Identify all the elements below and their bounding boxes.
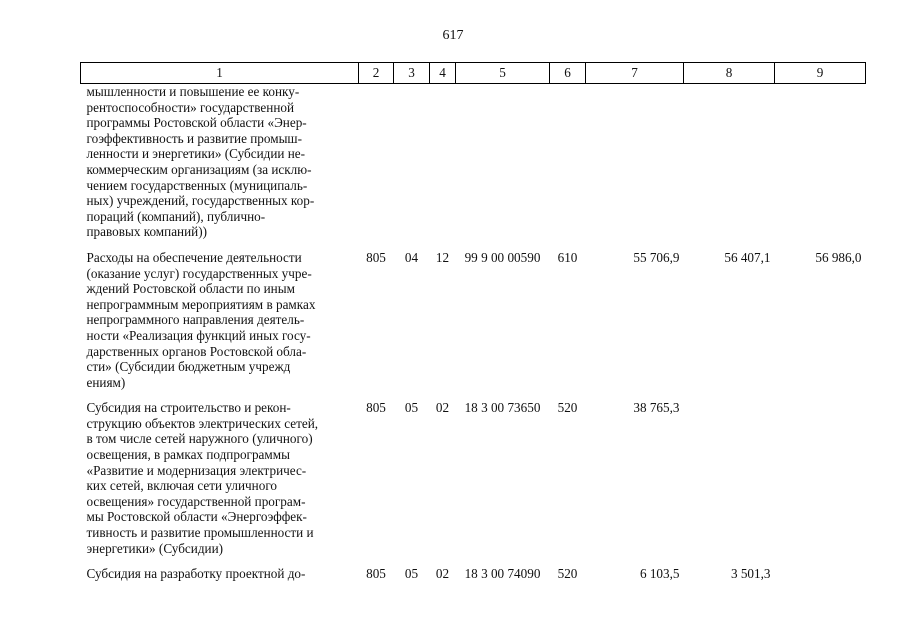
row-description [81,250,359,400]
column-header-7: 7 [586,63,684,84]
description-line: программы Ростовской области «Энер- [86,115,307,131]
description-line: непрограммным мероприятиям в рамках [86,296,316,312]
description-line: Субсидия на строительство и рекон- [86,400,291,416]
expense-type-code: 520 [557,400,578,416]
target-article-code: 99 9 00 00590 [464,249,541,265]
target-article-code: 18 3 00 73650 [464,400,541,416]
ministry-code: 805 [366,566,386,582]
subsection-code: 02 [435,566,450,582]
column-header-2: 2 [359,63,394,84]
target-article-code: 18 3 00 74090 [464,566,541,582]
ministry-code: 805 [366,249,386,265]
page-number: 617 [442,28,464,43]
amount-col7: 6 103,5 [639,566,680,582]
description-line: мы Ростовской области «Энергоэффек- [86,509,307,525]
description-line: Субсидия на разработку проектной до- [86,566,306,582]
table-row [81,566,866,592]
column-header-5: 5 [456,63,550,84]
column-header-4: 4 [430,63,456,84]
amount-col9 [775,400,866,566]
description-line: Расходы на обеспечение деятельности [86,249,302,265]
description-line: тивность и развитие промышленности и [86,525,314,541]
row-description [81,566,359,592]
description-line: ности «Реализация функций иных госу- [86,327,311,343]
row-description [81,400,359,566]
description-line: ких сетей, включая сети уличного [86,478,277,494]
description-line: ждений Ростовской области по иным [86,281,295,297]
description-line: освещения, в рамках подпрограммы [86,447,290,463]
description-line: ленности и энергетики» (Субсидии не- [86,146,306,162]
description-line: ениям) [86,374,126,390]
description-line: дарственных органов Ростовской обла- [86,343,307,359]
table-row [81,250,866,400]
column-header-6: 6 [550,63,586,84]
description-line: ных) учреждений, государственных кор- [86,193,315,209]
column-header-8: 8 [684,63,775,84]
description-line: непрограммного направления деятель- [86,312,305,328]
description-line: освещения» государственной програм- [86,493,306,509]
expense-type-code [550,84,586,250]
subsection-code [430,84,456,250]
description-line: энергетики» (Субсидии) [86,540,224,556]
description-line: мышленности и повышение ее конку- [86,84,300,99]
amount-col9 [775,566,866,592]
column-header-9: 9 [775,63,866,84]
amount-col9: 56 986,0 [815,249,862,265]
description-line: коммерческим организациям (за исклю- [86,161,312,177]
section-code [394,84,430,250]
description-line: в том числе сетей наружного (уличного) [86,431,313,447]
description-line: пораций (компаний), публично- [86,208,266,224]
table-row [81,400,866,566]
expense-type-code: 520 [557,566,578,582]
section-code: 05 [404,400,419,416]
column-header-1: 1 [81,63,359,84]
ministry-code [359,84,394,250]
section-code: 04 [404,249,419,265]
ministry-code: 805 [366,400,386,416]
amount-col7 [586,84,684,250]
description-line: чением государственных (муниципаль- [86,177,308,193]
description-line: (оказание услуг) государственных учре- [86,265,312,281]
table-header-row [81,63,866,84]
description-line: сти» (Субсидии бюджетным учрежд [86,359,291,375]
subsection-code: 12 [435,249,450,265]
target-article-code [456,84,550,250]
amount-col8 [684,400,775,566]
amount-col8 [684,84,775,250]
column-header-3: 3 [394,63,430,84]
description-line: «Развитие и модернизация электричес- [86,462,307,478]
amount-col7: 55 706,9 [633,249,680,265]
expense-type-code: 610 [557,249,578,265]
description-line: рентоспособности» государственной [86,99,295,115]
section-code: 05 [404,566,419,582]
budget-table [80,62,866,592]
description-line: гоэффективность и развитие промыш- [86,130,302,146]
amount-col9 [775,84,866,250]
row-description [81,84,359,250]
amount-col7: 38 765,3 [633,400,680,416]
amount-col8: 3 501,3 [730,566,771,582]
description-line: правовых компаний)) [86,224,208,240]
table-row [81,84,866,250]
amount-col8: 56 407,1 [724,249,771,265]
description-line: струкцию объектов электрических сетей, [86,415,319,431]
subsection-code: 02 [435,400,450,416]
